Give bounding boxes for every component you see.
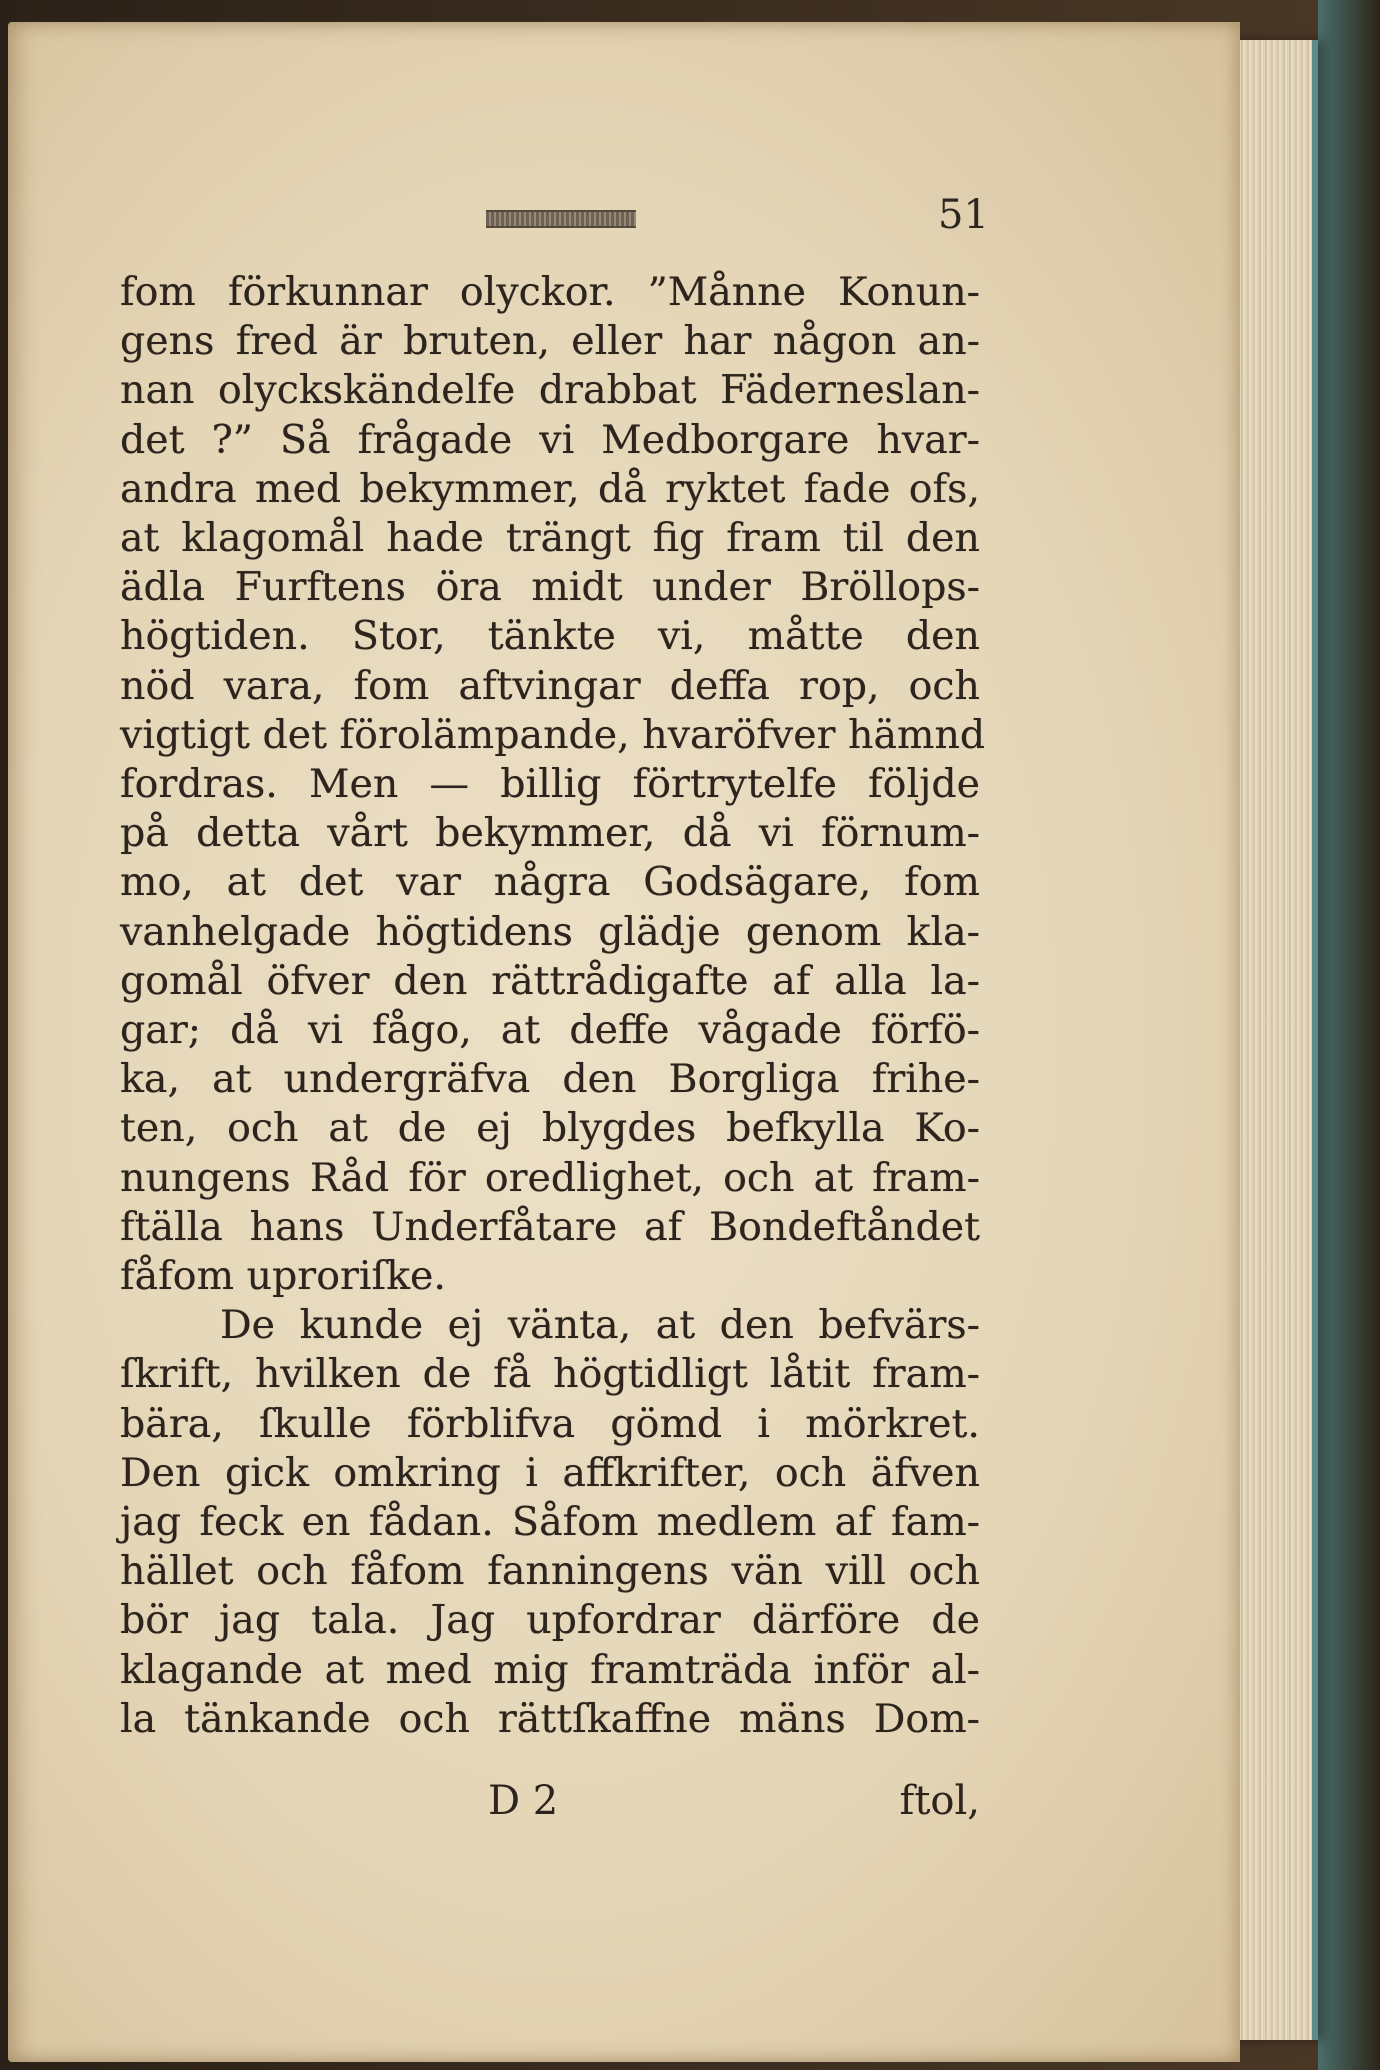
text-line: bör jag tala. Jag upfordrar därföre de	[120, 1597, 980, 1644]
text-line: ftälla hans Underfåtare af Bondeftåndet	[120, 1203, 980, 1250]
text-line: bära, ſkulle förblifva gömd i mörkret.	[120, 1400, 980, 1447]
text-line: gar; då vi fågo, at deffe vågade förfö-	[120, 1007, 980, 1054]
page-footer	[120, 1778, 980, 1830]
text-line: la tänkande och rättſkaffne mäns Dom-	[120, 1695, 980, 1742]
text-line: jag feck en fådan. Såfom medlem af fam-	[120, 1499, 980, 1546]
text-line: nungens Råd för oredlighet, och at fram-	[120, 1154, 980, 1201]
text-line: fom förkunnar olyckor. ”Månne Konun-	[120, 269, 980, 315]
text-line: klagande at med mig framträda inför al-	[120, 1646, 980, 1693]
text-line: vigtigt det förolämpande, hvaröfver hämnd	[120, 711, 986, 758]
book-page	[8, 22, 1240, 2062]
header-ornament-rule	[486, 210, 636, 228]
body-text	[120, 268, 986, 1744]
catchword: ftol,	[899, 1778, 980, 1824]
text-line: nan olyckskändelfe drabbat Fäderneslan-	[120, 367, 980, 414]
text-line: mo, at det var några Godsägare, fom	[120, 859, 980, 906]
text-line: ka, at undergräfva den Borgliga frihe-	[120, 1056, 980, 1103]
text-line: vanhelgade högtidens glädje genom kla-	[120, 908, 980, 955]
text-line: på detta vårt bekymmer, då vi förnum-	[120, 810, 980, 857]
text-line: nöd vara, fom aftvingar deffa rop, och	[120, 662, 980, 709]
text-line: at klagomål hade trängt fig fram til den	[120, 515, 980, 562]
text-line: gens fred är bruten, eller har någon an-	[120, 318, 980, 365]
signature-mark: D 2	[488, 1778, 559, 1824]
text-line: högtiden. Stor, tänkte vi, måtte den	[120, 613, 980, 660]
text-line: De kunde ej vänta, at den befvärs-	[220, 1302, 980, 1349]
text-line: ſkrift, hvilken de få högtidligt låtit fram-	[120, 1351, 980, 1398]
text-line: hället och fåfom fanningens vän vill och	[120, 1548, 980, 1595]
text-line: fåfom uproriſke.	[120, 1253, 446, 1300]
text-line: fordras. Men — billig förtrytelfe följde	[120, 761, 980, 808]
text-line: andra med bekymmer, då ryktet fade ofs,	[120, 465, 980, 512]
text-line: det ?” Så frågade vi Medborgare hvar-	[120, 416, 980, 463]
text-line: Den gick omkring i affkrifter, och äfven	[120, 1449, 980, 1496]
book-cover-edge	[1318, 0, 1380, 2070]
text-line: ädla Furftens öra midt under Bröllops-	[120, 564, 980, 611]
page-number: 51	[938, 192, 989, 238]
text-line: gomål öfver den rättrådigafte af alla la-	[120, 957, 980, 1004]
text-line: ten, och at de ej blygdes befkylla Ko-	[120, 1105, 980, 1152]
